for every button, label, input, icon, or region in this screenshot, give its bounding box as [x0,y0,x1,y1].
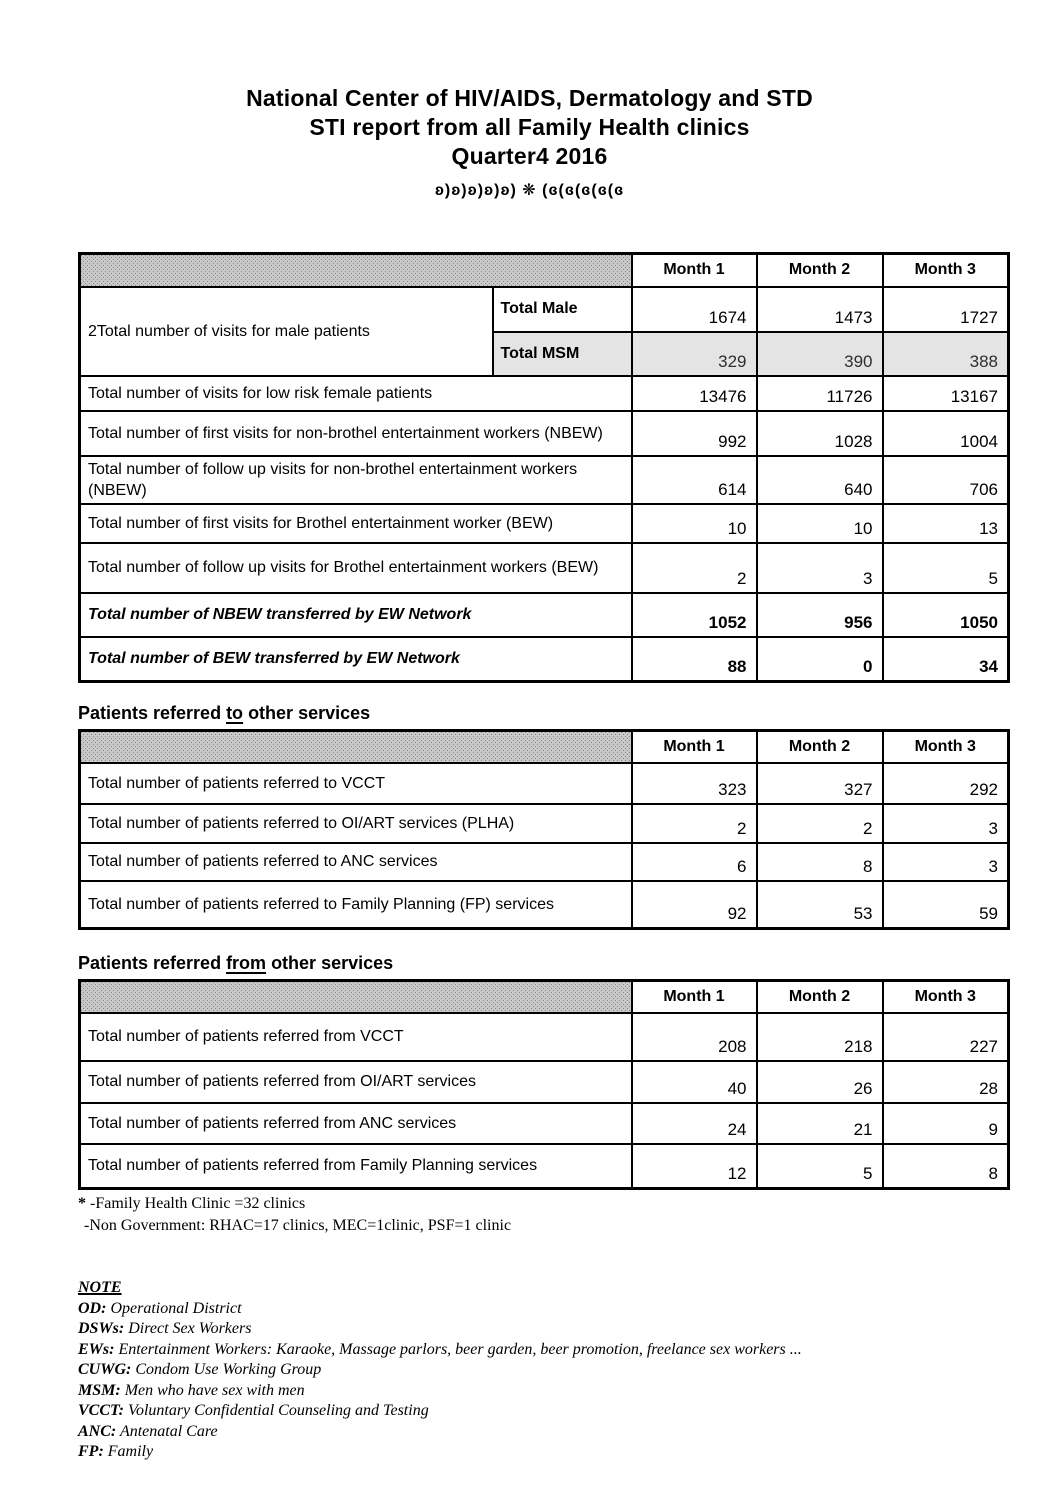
month-2-header: Month 2 [757,254,883,287]
title-block [0,0,1059,200]
heading-underlined-word: to [226,703,244,723]
value-cell: 329 [632,332,757,376]
value-cell: 11726 [757,376,883,411]
pattern-header-cell [80,254,632,287]
report-content [78,252,1007,1463]
note-line [78,1340,1007,1361]
row-label: Total number of BEW transferred by EW Network [80,637,632,682]
row-label: Total number of patients referred to VCCT [80,763,632,804]
value-cell: 5 [757,1144,883,1189]
asterisk: * [78,1195,86,1212]
note-def: Antenatal Care [116,1422,218,1440]
value-cell: 614 [632,456,757,504]
value-cell: 21 [757,1103,883,1144]
value-cell: 956 [757,593,883,637]
note-term: OD: [78,1299,107,1317]
value-cell: 3 [757,543,883,593]
table-row [80,1144,1009,1189]
note-term: ANC: [78,1422,117,1440]
value-cell: 2 [632,543,757,593]
note-line [78,1381,1007,1402]
value-cell: 92 [632,881,757,929]
table-row [80,254,1009,287]
value-cell: 1004 [883,411,1009,456]
value-cell: 8 [883,1144,1009,1189]
heading-text: other services [266,953,394,973]
note-line [78,1401,1007,1422]
heading-text: Patients referred [78,953,227,973]
value-cell: 2 [757,804,883,843]
row-label: Total number of patients referred from Family Planning services [80,1144,632,1189]
note-term: DSWs: [78,1320,125,1337]
table-row [80,1013,1009,1061]
value-cell: 5 [883,543,1009,593]
value-cell: 1050 [883,593,1009,637]
value-cell: 1052 [632,593,757,637]
value-cell: 59 [883,881,1009,929]
table-row [80,763,1009,804]
table-row [80,456,1009,504]
value-cell: 8 [757,843,883,881]
footnote-line: -Non Government: RHAC=17 clinics, MEC=1clinic, PSF=1 clinic [84,1217,512,1234]
value-cell: 227 [883,1013,1009,1061]
sub-row-label: Total MSM [493,332,632,376]
note-line [78,1442,1007,1463]
month-1-header: Month 1 [632,981,757,1013]
value-cell: 388 [883,332,1009,376]
note-term: EWs: [78,1340,115,1358]
table-row [80,376,1009,411]
referred-to-heading [78,702,1007,724]
spacer [78,683,1007,702]
note-heading: NOTE [78,1279,122,1296]
value-cell: 292 [883,763,1009,804]
value-cell: 24 [632,1103,757,1144]
value-cell: 0 [757,637,883,682]
visits-table [78,252,1010,683]
row-label: Total number of patients referred from ANC services [80,1103,632,1144]
value-cell: 13476 [632,376,757,411]
value-cell: 10 [632,504,757,543]
value-cell: 12 [632,1144,757,1189]
value-cell: 3 [883,804,1009,843]
value-cell: 992 [632,411,757,456]
table-row [80,1061,1009,1103]
month-3-header: Month 3 [883,254,1009,287]
table-row [80,731,1009,763]
note-def: Condom Use Working Group [131,1361,322,1378]
value-cell: 2 [632,804,757,843]
row-label: Total number of first visits for non-brothel entertainment workers (NBEW) [80,411,632,456]
value-cell: 390 [757,332,883,376]
heading-underlined-word: from [226,953,267,973]
note-def: Family [103,1443,154,1460]
note-term: VCCT: [78,1402,124,1419]
month-2-header: Month 2 [757,981,883,1013]
value-cell: 13 [883,504,1009,543]
note-def: Entertainment Workers: Karaoke, Massage parlors, beer garden, beer promotion, freelance sex workers ... [114,1340,802,1358]
title-line-1: National Center of HIV/AIDS, Dermatology and STD [246,85,813,111]
footnote-text: -Family Health Clinic =32 clinics [86,1195,306,1212]
footnote-line [78,1193,1007,1215]
value-cell: 640 [757,456,883,504]
month-3-header: Month 3 [883,981,1009,1013]
footnotes [78,1193,1007,1237]
value-cell: 1473 [757,287,883,332]
value-cell: 1727 [883,287,1009,332]
note-def: Direct Sex Workers [124,1320,252,1337]
table-row [80,981,1009,1013]
table-row [80,593,1009,637]
table-row [80,637,1009,682]
note-line [78,1299,1007,1320]
table-row [80,843,1009,881]
heading-text: Patients referred [78,703,227,723]
table-row [80,504,1009,543]
value-cell: 6 [632,843,757,881]
row-label: Total number of patients referred from OI/ART services [80,1061,632,1103]
note-term: CUWG: [78,1361,132,1378]
referred-from-table [78,979,1010,1190]
pattern-header-cell [80,981,632,1013]
value-cell: 208 [632,1013,757,1061]
value-cell: 88 [632,637,757,682]
title-line-3: Quarter4 2016 [451,143,608,169]
row-label: Total number of patients referred to ANC services [80,843,632,881]
value-cell: 13167 [883,376,1009,411]
table-row [80,411,1009,456]
month-2-header: Month 2 [757,731,883,763]
row-label: 2Total number of visits for male patients [80,287,493,376]
ornament-divider: ʚ)ʚ)ʚ)ʚ)ʚ) ❋ (ɞ(ɞ(ɞ(ɞ(ɞ [434,182,625,199]
table-row [80,543,1009,593]
spacer [78,930,1007,952]
note-def: Operational District [106,1299,242,1317]
value-cell: 40 [632,1061,757,1103]
table-row [80,804,1009,843]
note-block [78,1278,1007,1463]
value-cell: 706 [883,456,1009,504]
row-label: Total number of follow up visits for non-brothel entertainment workers (NBEW) [80,456,632,504]
value-cell: 34 [883,637,1009,682]
table-row [80,881,1009,929]
table-row [80,1103,1009,1144]
value-cell: 3 [883,843,1009,881]
row-label: Total number of visits for low risk female patients [80,376,632,411]
referred-from-heading [78,952,1007,974]
value-cell: 53 [757,881,883,929]
referred-to-table [78,729,1010,930]
row-label: Total number of NBEW transferred by EW Network [80,593,632,637]
value-cell: 218 [757,1013,883,1061]
row-label: Total number of follow up visits for Brothel entertainment workers (BEW) [80,543,632,593]
title-line-2: STI report from all Family Health clinics [309,114,750,140]
value-cell: 323 [632,763,757,804]
value-cell: 28 [883,1061,1009,1103]
value-cell: 327 [757,763,883,804]
value-cell: 1674 [632,287,757,332]
value-cell: 1028 [757,411,883,456]
heading-text: other services [243,703,371,723]
note-def: Voluntary Confidential Counseling and Testing [123,1402,429,1419]
month-1-header: Month 1 [632,254,757,287]
row-label: Total number of first visits for Brothel entertainment worker (BEW) [80,504,632,543]
value-cell: 9 [883,1103,1009,1144]
note-def: Men who have sex with men [120,1381,305,1399]
note-line [78,1422,1007,1443]
table-row [80,287,1009,332]
month-1-header: Month 1 [632,731,757,763]
row-label: Total number of patients referred to OI/ART services (PLHA) [80,804,632,843]
pattern-header-cell [80,731,632,763]
note-term: FP: [78,1443,104,1460]
row-label: Total number of patients referred from VCCT [80,1013,632,1061]
note-term: MSM: [78,1381,121,1399]
value-cell: 10 [757,504,883,543]
month-3-header: Month 3 [883,731,1009,763]
note-line [78,1319,1007,1340]
sub-row-label: Total Male [493,287,632,332]
value-cell: 26 [757,1061,883,1103]
note-line [78,1360,1007,1381]
row-label: Total number of patients referred to Family Planning (FP) services [80,881,632,929]
